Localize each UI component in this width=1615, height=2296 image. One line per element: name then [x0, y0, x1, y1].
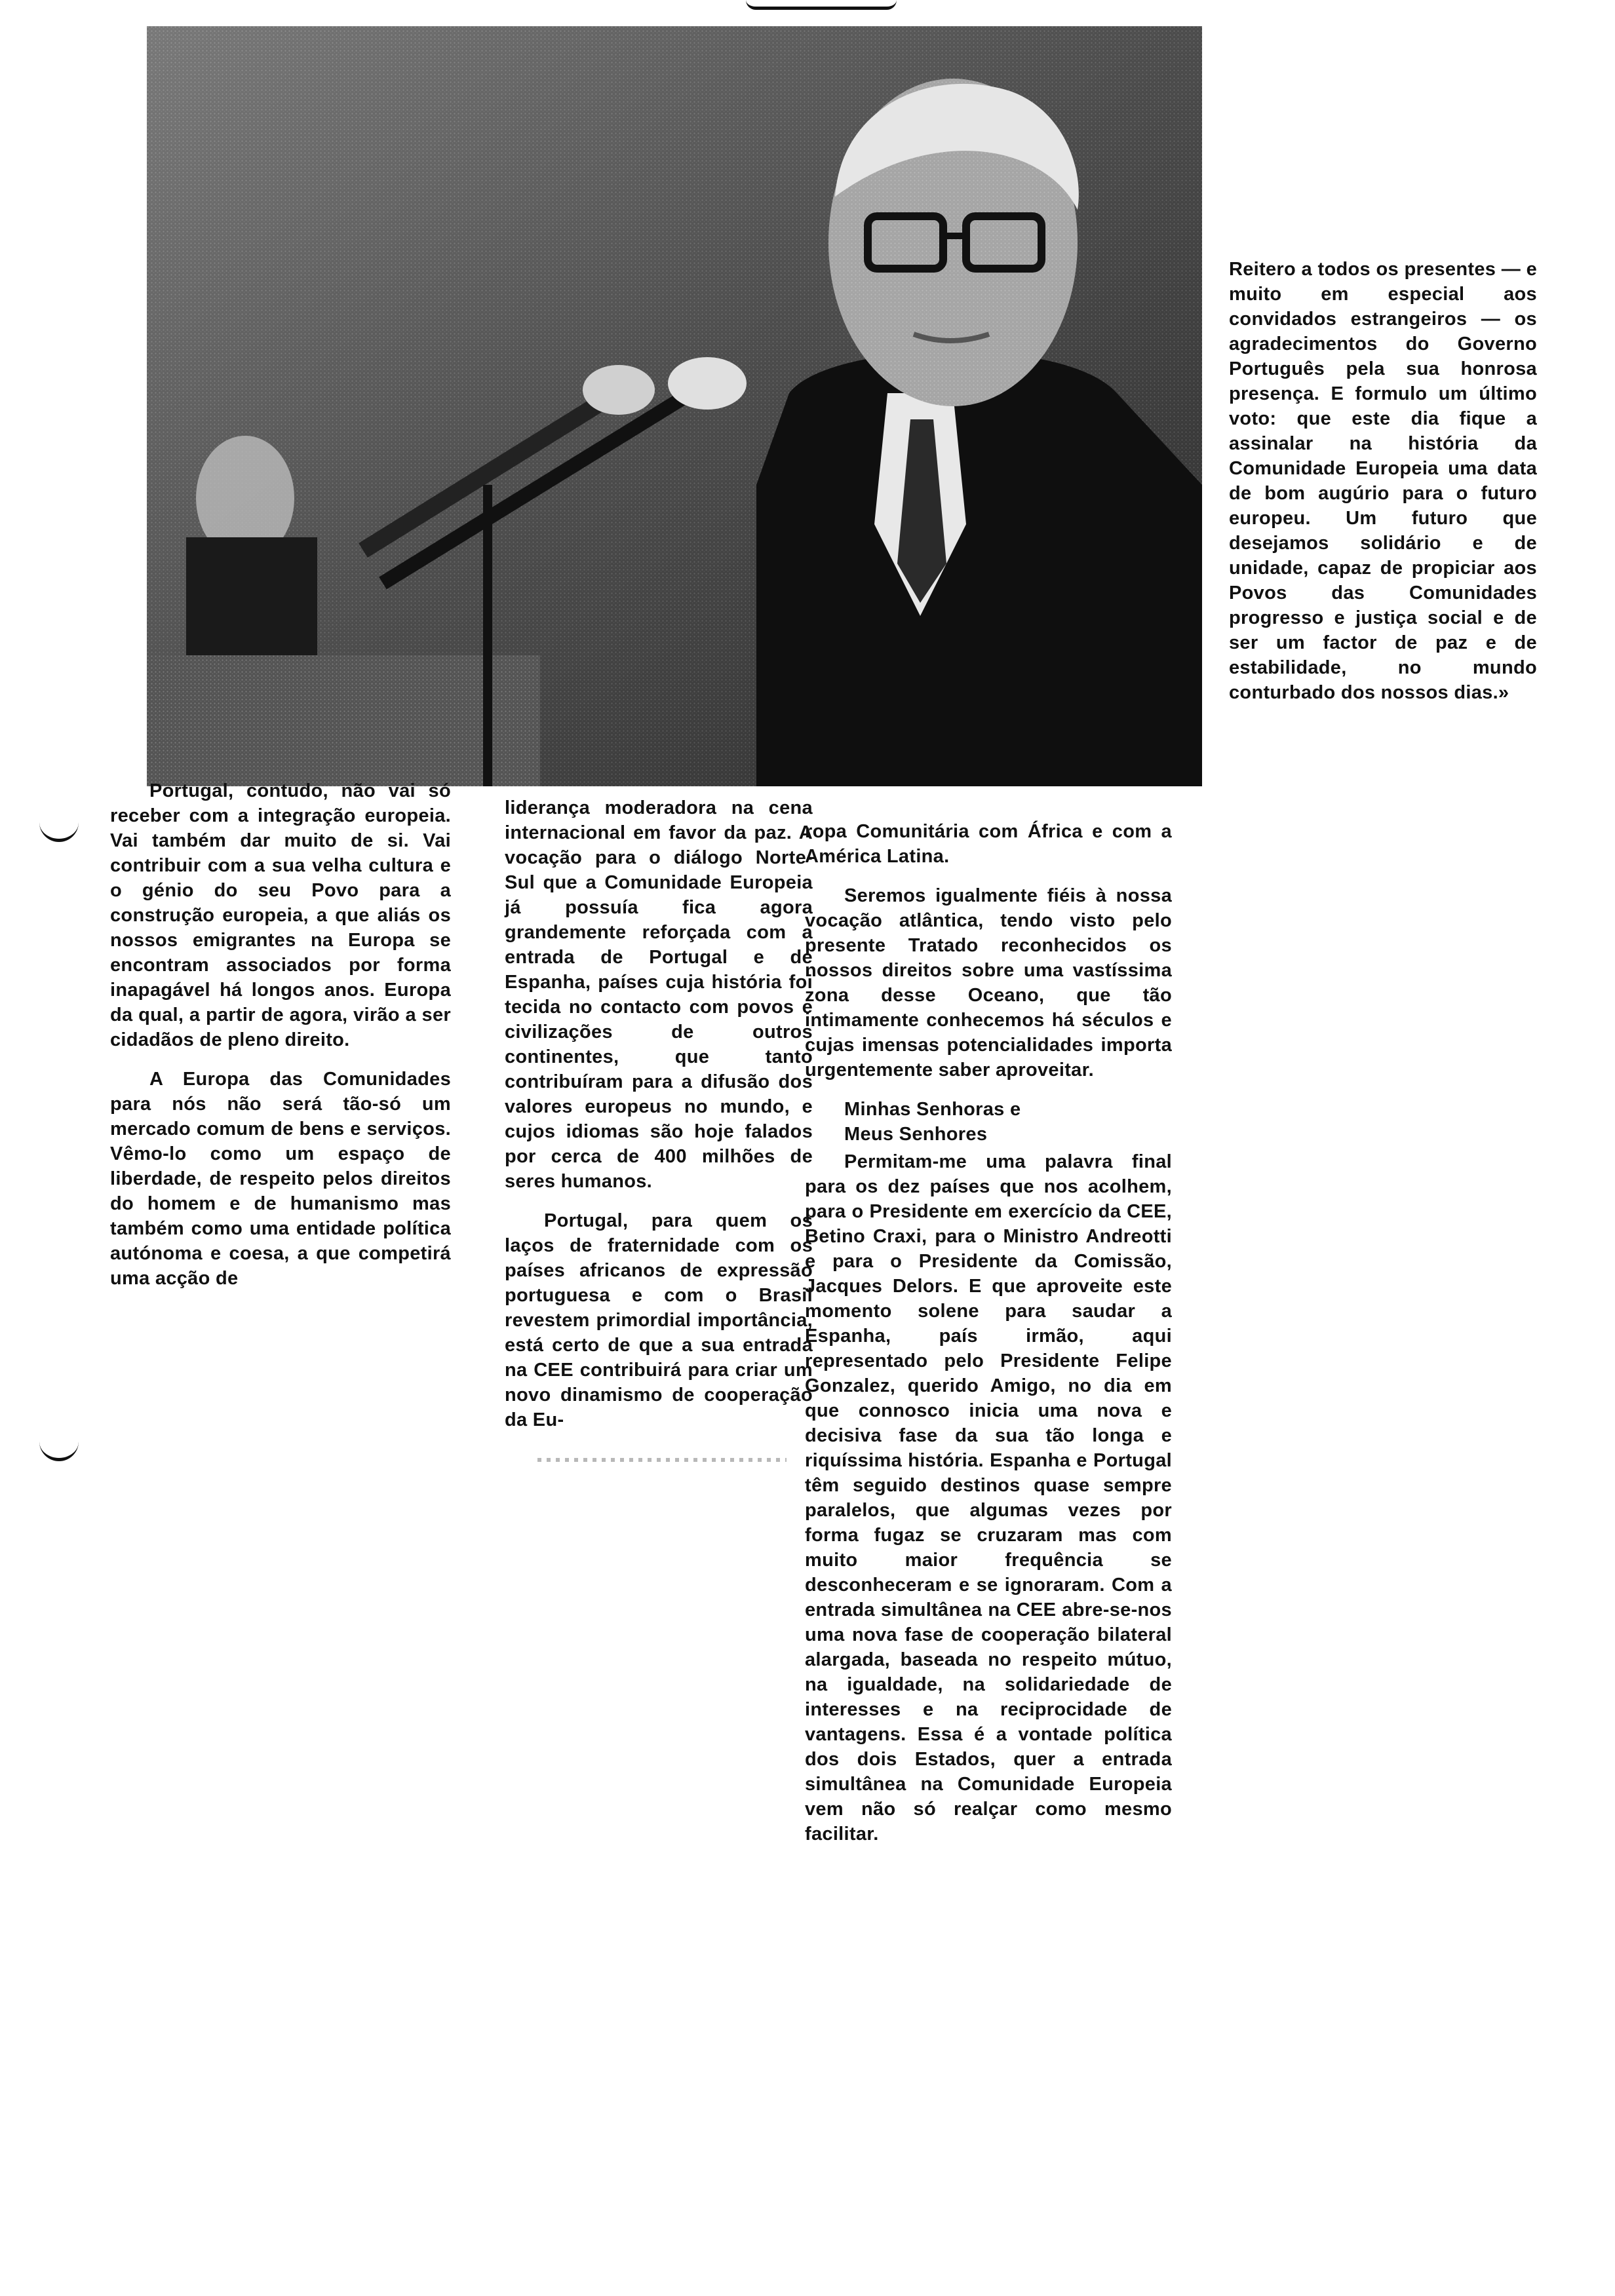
paragraph: Seremos igualmente fiéis à nossa vocação atlântica, tendo visto pelo presente Tratado reconhecidos os nossos direitos sobre uma vastíssima zona desse Oceano, que tão intimamente conhecemos há séculos e cujas imensas potencialidades importa urgentemente saber aproveitar.	[805, 885, 1172, 1081]
punch-hole-mark	[39, 819, 79, 842]
column-one	[110, 778, 451, 1305]
closing-paragraph: Reitero a todos os presentes — e muito em especial aos convidados estrangeiros — os agradecimentos do Governo Português pela sua honrosa presença. E formulo um último voto: que este dia fique a assinalar na história da Comunidade Europeia uma data de bom augúrio para o futuro europeu. Um futuro que desejamos solidário e de unidade, capaz de propiciar aos Povos das Comunidades progresso e justiça social e de ser um factor de paz e de estabilidade, no mundo conturbado dos nossos dias.»	[1229, 259, 1537, 703]
paragraph: Portugal, para quem os laços de fraternidade com os países africanos de expressão portuguesa e com o Brasil revestem primordial importância, está certo de que a sua entrada na CEE contribuirá para criar um novo dinamismo de cooperação da Eu-	[505, 1210, 813, 1430]
speaker-photo-illustration	[147, 26, 1202, 786]
paragraph: Permitam-me uma palavra final para os dez países que nos acolhem, para o Presidente em exercício da CEE, Betino Craxi, para o Ministro Andreotti e para o Presidente da Comissão, Jacques Delors. E que aproveite este momento solene para saudar a Espanha, país irmão, aqui representado pelo Presidente Felipe Gonzalez, querido Amigo, no dia em que connosco inicia uma nova e decisiva fase da sua tão longa e riquíssima história. Espanha e Portugal têm seguido destinos quase sempre paralelos, que algumas vezes por forma fugaz se cruzaram mas com muito maior frequência se desconheceram e se ignoraram. Com a entrada simultânea na CEE abre-se-nos uma nova fase de cooperação bilateral alargada, baseada no respeito mútuo, na igualdade, na solidariedade de interesses e na reciprocidade de vantagens. Essa é a vontade política dos dois Estados, quer a entrada simultânea na Comunidade Europeia vem não só realçar como mesmo facilitar.	[805, 1151, 1172, 1845]
column-three	[805, 819, 1172, 1861]
closing-column	[1229, 257, 1537, 719]
salutation-line-2: Meus Senhores	[844, 1124, 988, 1145]
column-two	[505, 795, 813, 1447]
salutation	[844, 1097, 1172, 1147]
punch-hole-mark	[39, 1438, 79, 1461]
paragraph: A Europa das Comunidades para nós não será tão-só um mercado comum de bens e serviços. Vêmo-lo como um espaço de liberdade, de respeito pelos direitos do homem e de humanismo mas também como uma entidade política autónoma e coesa, a que competirá uma acção de	[110, 1069, 451, 1289]
paragraph: ropa Comunitária com África e com a América Latina.	[805, 821, 1172, 867]
news-photo	[147, 26, 1202, 786]
salutation-line-1: Minhas Senhoras e	[844, 1099, 1021, 1120]
top-rule	[746, 0, 897, 10]
paragraph: liderança moderadora na cena internacional em favor da paz. A vocação para o diálogo Norte-Sul que a Comunidade Europeia já possuía fica agora grandemente reforçada com a entrada de Portugal e de Espanha, países cuja história foi tecida no contacto com povos e civilizações de outros continentes, que tanto contribuíram para a difusão dos valores europeus no mundo, e cujos idiomas são hoje falados por cerca de 400 milhões de seres humanos.	[505, 797, 813, 1192]
paragraph: Portugal, contudo, não vai só receber com a integração europeia. Vai também dar muito de si. Vai contribuir com a sua velha cultura e o génio do seu Povo para a construção europeia, a que aliás os nossos emigrantes na Europa se encontram associados por forma inapagável há longos anos. Europa da qual, a partir de agora, virão a ser cidadãos de pleno direito.	[110, 780, 451, 1050]
print-smudge	[537, 1458, 787, 1462]
